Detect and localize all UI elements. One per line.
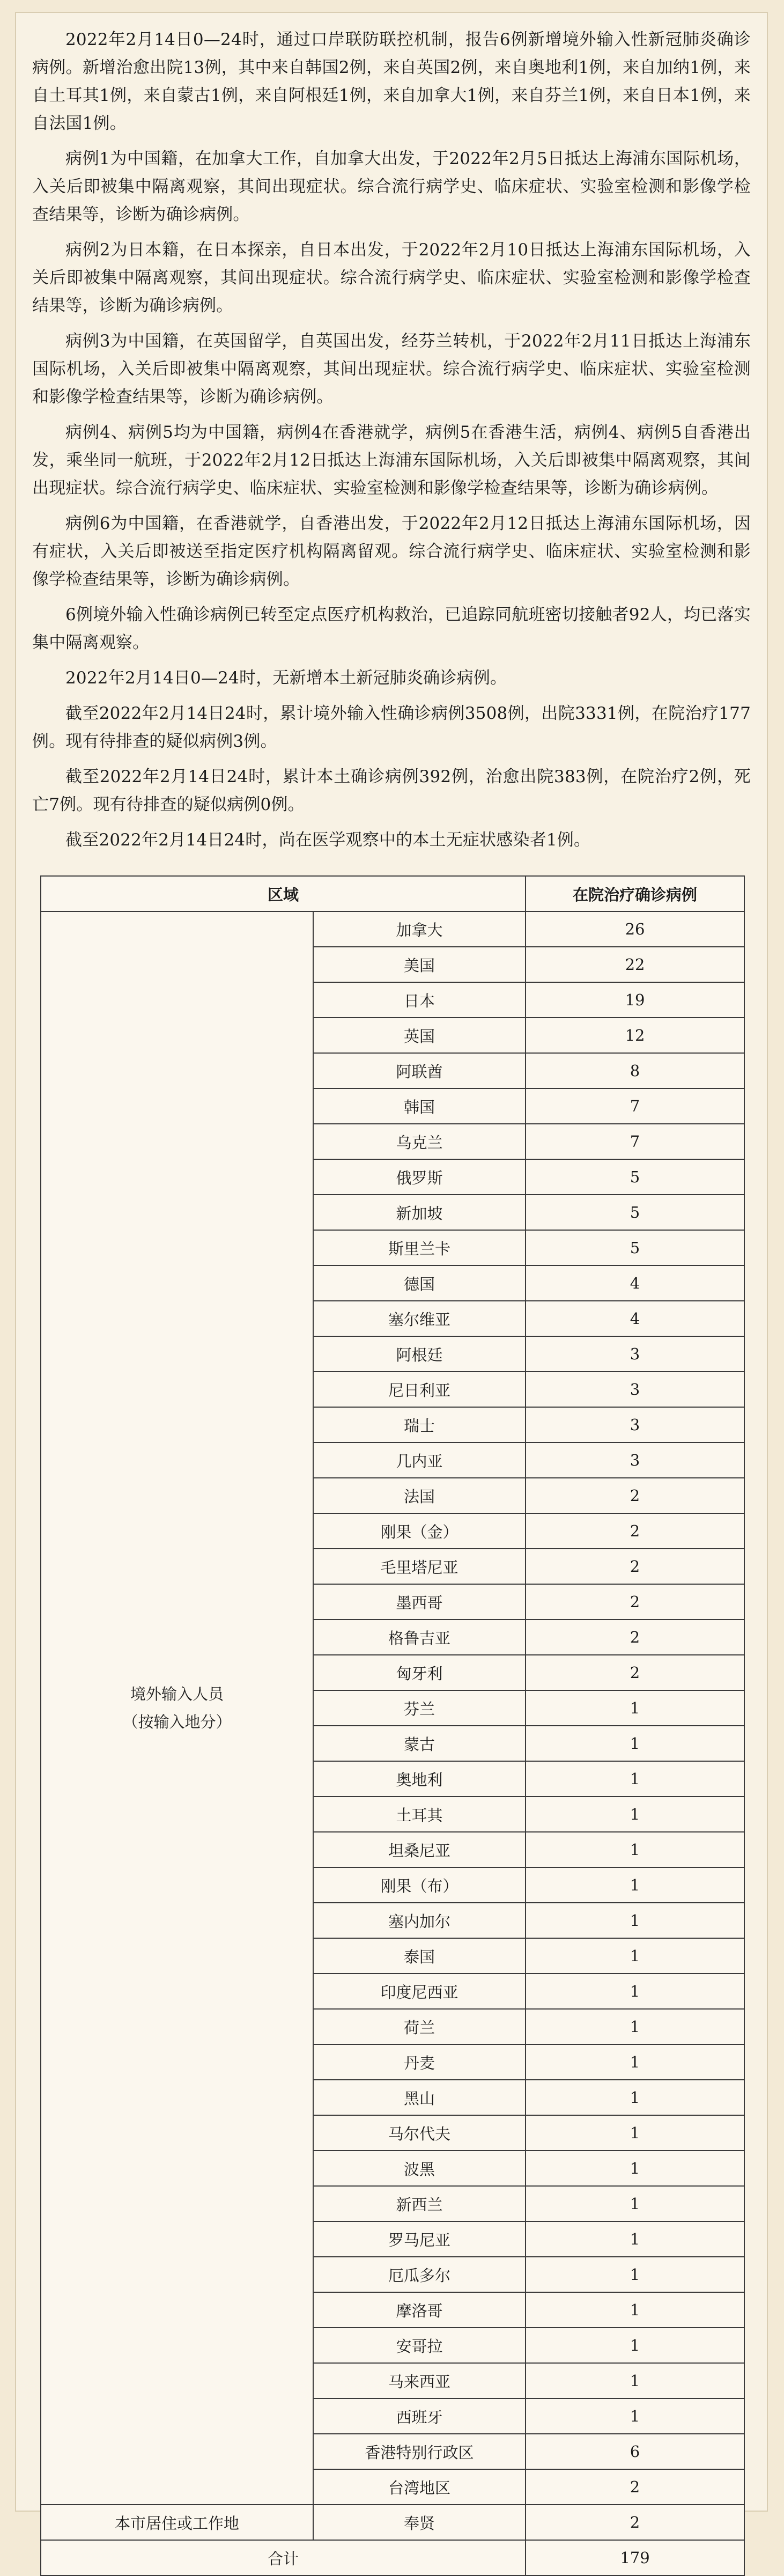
place-cell: 香港特别行政区 (313, 2434, 526, 2469)
paragraph: 截至2022年2月14日24时，累计境外输入性确诊病例3508例，出院3331例，在院治疗177例。现有待排查的疑似病例3例。 (32, 704, 751, 751)
count-cell: 1 (526, 2009, 744, 2044)
place-cell: 坦桑尼亚 (313, 1832, 526, 1867)
count-cell: 1 (526, 2186, 744, 2221)
place-cell: 俄罗斯 (313, 1159, 526, 1195)
count-cell: 1 (526, 1867, 744, 1903)
place-cell: 摩洛哥 (313, 2292, 526, 2328)
place-cell: 塞内加尔 (313, 1903, 526, 1938)
count-cell: 4 (526, 1265, 744, 1301)
count-cell: 1 (526, 1903, 744, 1938)
place-cell: 匈牙利 (313, 1655, 526, 1690)
count-cell: 1 (526, 2080, 744, 2115)
count-cell: 1 (526, 2044, 744, 2080)
count-cell: 3 (526, 1372, 744, 1407)
article-frame (15, 12, 768, 2568)
place-cell: 奉贤 (313, 2505, 526, 2540)
count-cell: 2 (526, 1655, 744, 1690)
count-cell: 3 (526, 1336, 744, 1372)
count-cell: 1 (526, 1938, 744, 1974)
count-cell: 2 (526, 2505, 744, 2540)
count-cell: 3 (526, 1442, 744, 1478)
place-cell: 新西兰 (313, 2186, 526, 2221)
count-cell: 26 (526, 911, 744, 947)
place-cell: 罗马尼亚 (313, 2221, 526, 2257)
group-label-line: （按输入地分） (122, 1713, 232, 1731)
group-label-line: 境外输入人员 (130, 1685, 224, 1703)
count-cell: 4 (526, 1301, 744, 1336)
place-cell: 黑山 (313, 2080, 526, 2115)
total-count: 179 (526, 2540, 744, 2575)
count-cell: 1 (526, 2151, 744, 2186)
place-cell: 荷兰 (313, 2009, 526, 2044)
paragraph: 截至2022年2月14日24时，尚在医学观察中的本土无症状感染者1例。 (65, 830, 591, 850)
count-cell: 8 (526, 1053, 744, 1088)
place-cell: 墨西哥 (313, 1584, 526, 1620)
case-table (40, 875, 745, 2576)
place-cell: 西班牙 (313, 2398, 526, 2434)
table-row (41, 2505, 744, 2540)
count-cell: 1 (526, 2115, 744, 2151)
count-cell: 1 (526, 1690, 744, 1726)
article-content (16, 13, 767, 2568)
paragraph: 病例1为中国籍，在加拿大工作，自加拿大出发，于2022年2月5日抵达上海浦东国际机场，入关后即被集中隔离观察，其间出现症状。综合流行病学史、临床症状、实验室检测和影像学检查结果等，诊断为确诊病例。 (32, 149, 751, 224)
count-cell: 22 (526, 947, 744, 982)
count-cell: 2 (526, 1620, 744, 1655)
place-cell: 蒙古 (313, 1726, 526, 1761)
count-cell: 5 (526, 1195, 744, 1230)
count-cell: 1 (526, 2398, 744, 2434)
place-cell: 塞尔维亚 (313, 1301, 526, 1336)
place-cell: 法国 (313, 1478, 526, 1513)
place-cell: 刚果（布） (313, 1867, 526, 1903)
place-cell: 刚果（金） (313, 1513, 526, 1549)
count-cell: 1 (526, 2221, 744, 2257)
count-cell: 7 (526, 1124, 744, 1159)
table-row (41, 911, 744, 947)
place-cell: 斯里兰卡 (313, 1230, 526, 1265)
place-cell: 加拿大 (313, 911, 526, 947)
place-cell: 安哥拉 (313, 2328, 526, 2363)
paragraph: 病例2为日本籍，在日本探亲，自日本出发，于2022年2月10日抵达上海浦东国际机场，入关后即被集中隔离观察，其间出现症状。综合流行病学史、临床症状、实验室检测和影像学检查结果等，诊断为确诊病例。 (32, 240, 751, 315)
paragraph: 病例3为中国籍，在英国留学，自英国出发，经芬兰转机，于2022年2月11日抵达上海浦东国际机场，入关后即被集中隔离观察，其间出现症状。综合流行病学史、临床症状、实验室检测和影像学检查结果等，诊断为确诊病例。 (32, 332, 751, 407)
count-cell: 2 (526, 2469, 744, 2505)
place-cell: 英国 (313, 1018, 526, 1053)
count-cell: 1 (526, 2257, 744, 2292)
count-cell: 2 (526, 1478, 744, 1513)
place-cell: 日本 (313, 982, 526, 1018)
place-cell: 印度尼西亚 (313, 1974, 526, 2009)
count-cell: 1 (526, 2363, 744, 2398)
count-cell: 1 (526, 2292, 744, 2328)
header-region: 区域 (41, 876, 526, 911)
total-label: 合计 (41, 2540, 526, 2575)
place-cell: 格鲁吉亚 (313, 1620, 526, 1655)
group-label-imported (41, 911, 313, 2505)
place-cell: 阿根廷 (313, 1336, 526, 1372)
paragraph: 2022年2月14日0—24时，无新增本土新冠肺炎确诊病例。 (65, 668, 507, 688)
place-cell: 厄瓜多尔 (313, 2257, 526, 2292)
paragraph: 截至2022年2月14日24时，累计本土确诊病例392例，治愈出院383例，在院治疗2例，死亡7例。现有待排查的疑似病例0例。 (32, 767, 751, 814)
header-count: 在院治疗确诊病例 (526, 876, 744, 911)
place-cell: 美国 (313, 947, 526, 982)
place-cell: 新加坡 (313, 1195, 526, 1230)
count-cell: 12 (526, 1018, 744, 1053)
count-cell: 5 (526, 1230, 744, 1265)
article-text (32, 26, 751, 854)
place-cell: 韩国 (313, 1088, 526, 1124)
count-cell: 1 (526, 1797, 744, 1832)
paragraph: 6例境外输入性确诊病例已转至定点医疗机构救治，已追踪同航班密切接触者92人，均已落实集中隔离观察。 (32, 605, 751, 652)
place-cell: 芬兰 (313, 1690, 526, 1726)
count-cell: 1 (526, 1726, 744, 1761)
table-header-row (41, 876, 744, 911)
place-cell: 德国 (313, 1265, 526, 1301)
table-body (41, 911, 744, 2575)
place-cell: 波黑 (313, 2151, 526, 2186)
place-cell: 泰国 (313, 1938, 526, 1974)
paragraph: 病例6为中国籍，在香港就学，自香港出发，于2022年2月12日抵达上海浦东国际机场，因有症状，入关后即被送至指定医疗机构隔离留观。综合流行病学史、临床症状、实验室检测和影像学检查结果等，诊断为确诊病例。 (32, 514, 751, 589)
group-label-local: 本市居住或工作地 (41, 2505, 313, 2540)
count-cell: 2 (526, 1584, 744, 1620)
count-cell: 1 (526, 1974, 744, 2009)
count-cell: 1 (526, 1761, 744, 1797)
count-cell: 1 (526, 2328, 744, 2363)
count-cell: 2 (526, 1513, 744, 1549)
place-cell: 瑞士 (313, 1407, 526, 1442)
place-cell: 几内亚 (313, 1442, 526, 1478)
place-cell: 奥地利 (313, 1761, 526, 1797)
place-cell: 毛里塔尼亚 (313, 1549, 526, 1584)
paragraph: 2022年2月14日0—24时，通过口岸联防联控机制，报告6例新增境外输入性新冠肺炎确诊病例。新增治愈出院13例，其中来自韩国2例，来自英国2例，来自奥地利1例，来自加纳1例，来自土耳其1例，来自蒙古1例，来自阿根廷1例，来自加拿大1例，来自芬兰1例，来自日本1例，来自法国1例。 (32, 30, 751, 133)
place-cell: 土耳其 (313, 1797, 526, 1832)
place-cell: 尼日利亚 (313, 1372, 526, 1407)
place-cell: 丹麦 (313, 2044, 526, 2080)
place-cell: 乌克兰 (313, 1124, 526, 1159)
place-cell: 马来西亚 (313, 2363, 526, 2398)
count-cell: 5 (526, 1159, 744, 1195)
place-cell: 马尔代夫 (313, 2115, 526, 2151)
paragraph: 病例4、病例5均为中国籍，病例4在香港就学，病例5在香港生活，病例4、病例5自香港出发，乘坐同一航班，于2022年2月12日抵达上海浦东国际机场，入关后即被集中隔离观察，其间出现症状。综合流行病学史、临床症状、实验室检测和影像学检查结果等，诊断为确诊病例。 (32, 423, 751, 498)
place-cell: 台湾地区 (313, 2469, 526, 2505)
count-cell: 1 (526, 1832, 744, 1867)
count-cell: 2 (526, 1549, 744, 1584)
place-cell: 阿联酋 (313, 1053, 526, 1088)
count-cell: 6 (526, 2434, 744, 2469)
count-cell: 19 (526, 982, 744, 1018)
count-cell: 3 (526, 1407, 744, 1442)
total-row (41, 2540, 744, 2575)
count-cell: 7 (526, 1088, 744, 1124)
